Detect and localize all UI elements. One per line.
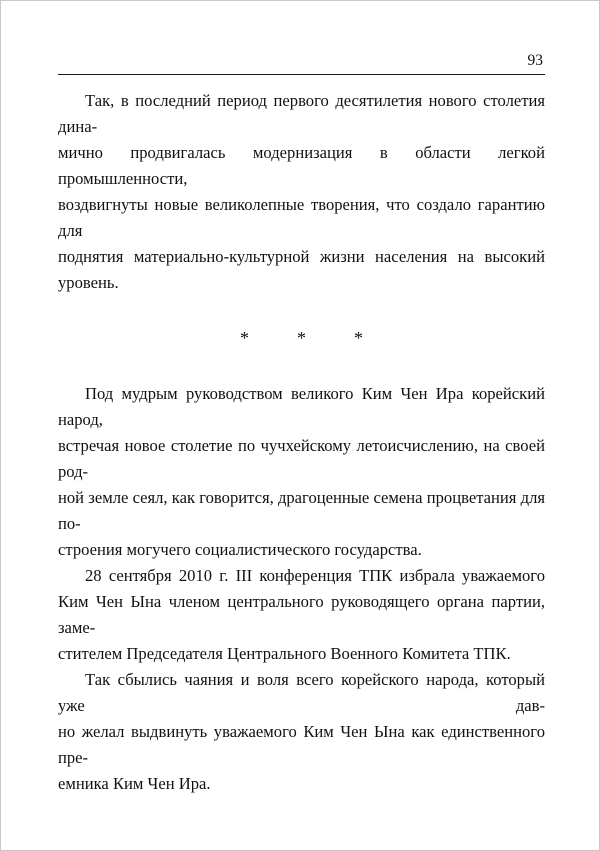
text-line: мично продвигалась модернизация в области легкой промышленности, — [58, 143, 545, 188]
page-header — [58, 51, 545, 71]
text-line: строения могучего социалистического государства. — [58, 540, 422, 559]
text-line: воздвигнуты новые великолепные творения, что создало гарантию для — [58, 195, 545, 240]
text-line: но желал выдвинуть уважаемого Ким Чен Ына как единственного пре- — [58, 722, 545, 767]
page-number: 93 — [527, 52, 543, 69]
paragraph — [58, 563, 545, 667]
text-line: Под мудрым руководством великого Ким Чен Ира корейский народ, — [58, 384, 545, 429]
text-line: 28 сентября 2010 г. III конференция ТПК избрала уважаемого — [85, 566, 545, 585]
paragraph — [58, 667, 545, 797]
paragraph — [58, 381, 545, 563]
asterisk: * — [354, 328, 363, 348]
section-separator — [58, 325, 545, 351]
paragraph — [58, 88, 545, 296]
text-line: поднятия материально-культурной жизни населения на высокий уровень. — [58, 247, 545, 292]
text-line: Ким Чен Ына членом центрального руководящего органа партии, заме- — [58, 592, 545, 637]
asterisk: * — [297, 328, 306, 348]
text-line: Так сбылись чаяния и воля всего корейского народа, который уже дав- — [58, 670, 545, 715]
text-line: Так, в последний период первого десятилетия нового столетия дина- — [58, 91, 545, 136]
text-line: ной земле сеял, как говорится, драгоценные семена процветания для по- — [58, 488, 545, 533]
page-body — [58, 88, 545, 797]
text-line: стителем Председателя Центрального Военного Комитета ТПК. — [58, 644, 511, 663]
text-line: встречая новое столетие по чучхейскому летоисчислению, на своей род- — [58, 436, 545, 481]
text-line: емника Ким Чен Ира. — [58, 774, 211, 793]
header-rule — [58, 74, 545, 75]
asterisk: * — [240, 328, 249, 348]
